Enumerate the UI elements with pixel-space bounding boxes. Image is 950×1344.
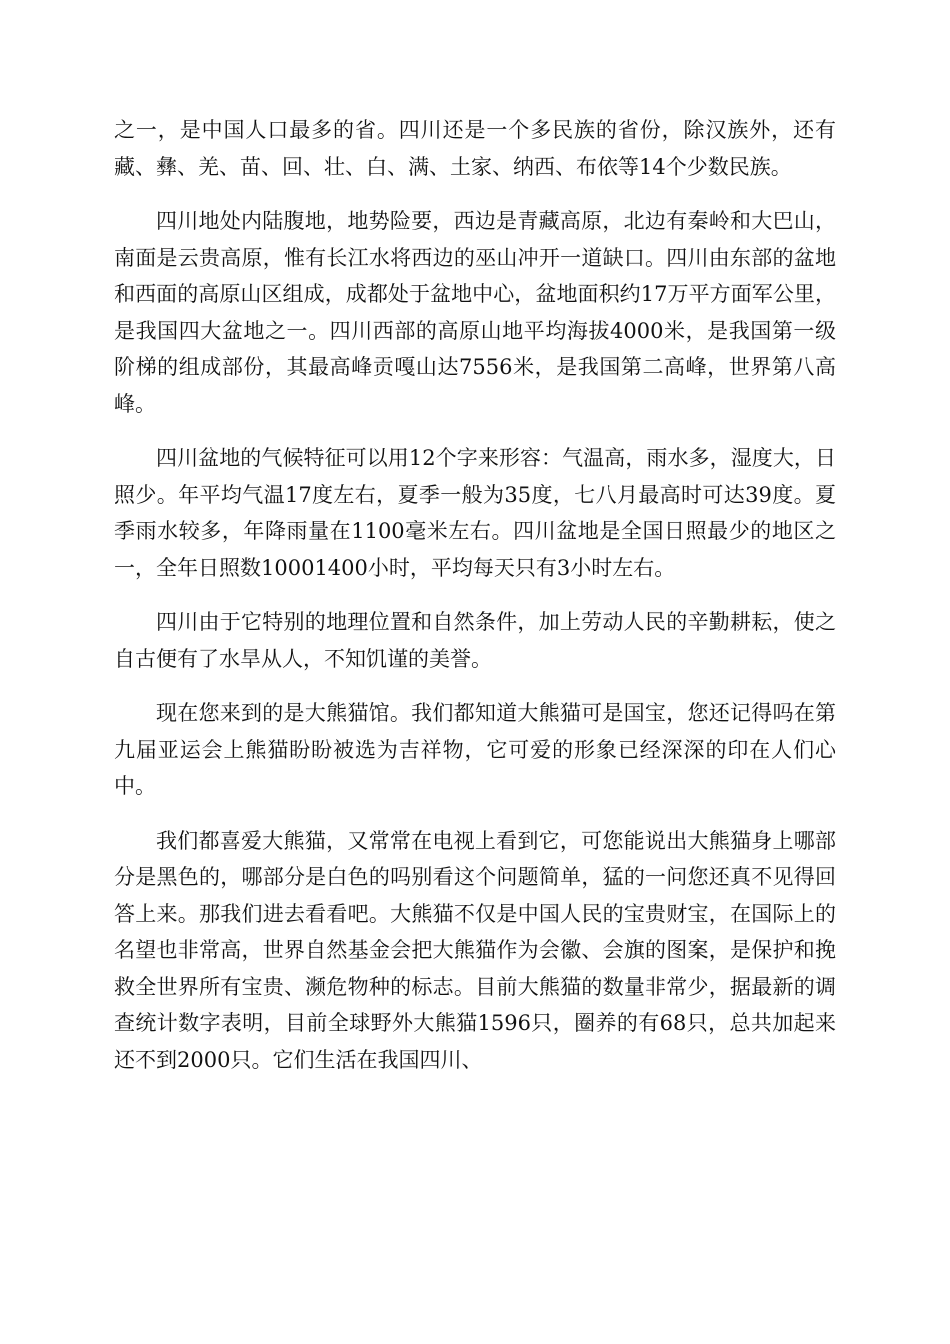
document-body (114, 112, 836, 1096)
paragraph-population: 之一，是中国人口最多的省。四川还是一个多民族的省份，除汉族外，还有藏、彝、羌、苗、回、壮、白、满、土家、纳西、布依等14个少数民族。 (114, 118, 836, 179)
paragraph-panda-details: 我们都喜爱大熊猫，又常常在电视上看到它，可您能说出大熊猫身上哪部分是黑色的，哪部分是白色的吗别看这个问题简单，猛的一问您还真不见得回答上来。那我们进去看看吧。大熊猫不仅是中国人民的宝贵财宝，在国际上的名望也非常高，世界自然基金会把大熊猫作为会徽、会旗的图案，是保护和挽救全世界所有宝贵、濒危物种的标志。目前大熊猫的数量非常少，据最新的调查统计数字表明，目前全球野外大熊猫1596只，圈养的有68只，总共加起来还不到2000只。它们生活在我国四川、 (114, 828, 836, 1072)
paragraph-reputation: 四川由于它特别的地理位置和自然条件，加上劳动人民的辛勤耕耘，使之自古便有了水旱从人，不知饥谨的美誉。 (114, 610, 836, 671)
paragraph-climate: 四川盆地的气候特征可以用12个字来形容：气温高，雨水多，湿度大，日照少。年平均气温17度左右，夏季一般为35度，七八月最高时可达39度。夏季雨水较多，年降雨量在1100毫米左右。四川盆地是全国日照最少的地区之一，全年日照数10001400小时，平均每天只有3小时左右。 (114, 446, 836, 580)
paragraph-geography: 四川地处内陆腹地，地势险要，西边是青藏高原，北边有秦岭和大巴山，南面是云贵高原，惟有长江水将西边的巫山冲开一道缺口。四川由东部的盆地和西面的高原山区组成，成都处于盆地中心，盆地面积约17万平方面军公里，是我国四大盆地之一。四川西部的高原山地平均海拔4000米，是我国第一级阶梯的组成部份，其最高峰贡嘎山达7556米，是我国第二高峰，世界第八高峰。 (114, 209, 836, 416)
paragraph-panda-hall: 现在您来到的是大熊猫馆。我们都知道大熊猫可是国宝，您还记得吗在第九届亚运会上熊猫盼盼被选为吉祥物，它可爱的形象已经深深的印在人们心中。 (114, 701, 836, 798)
